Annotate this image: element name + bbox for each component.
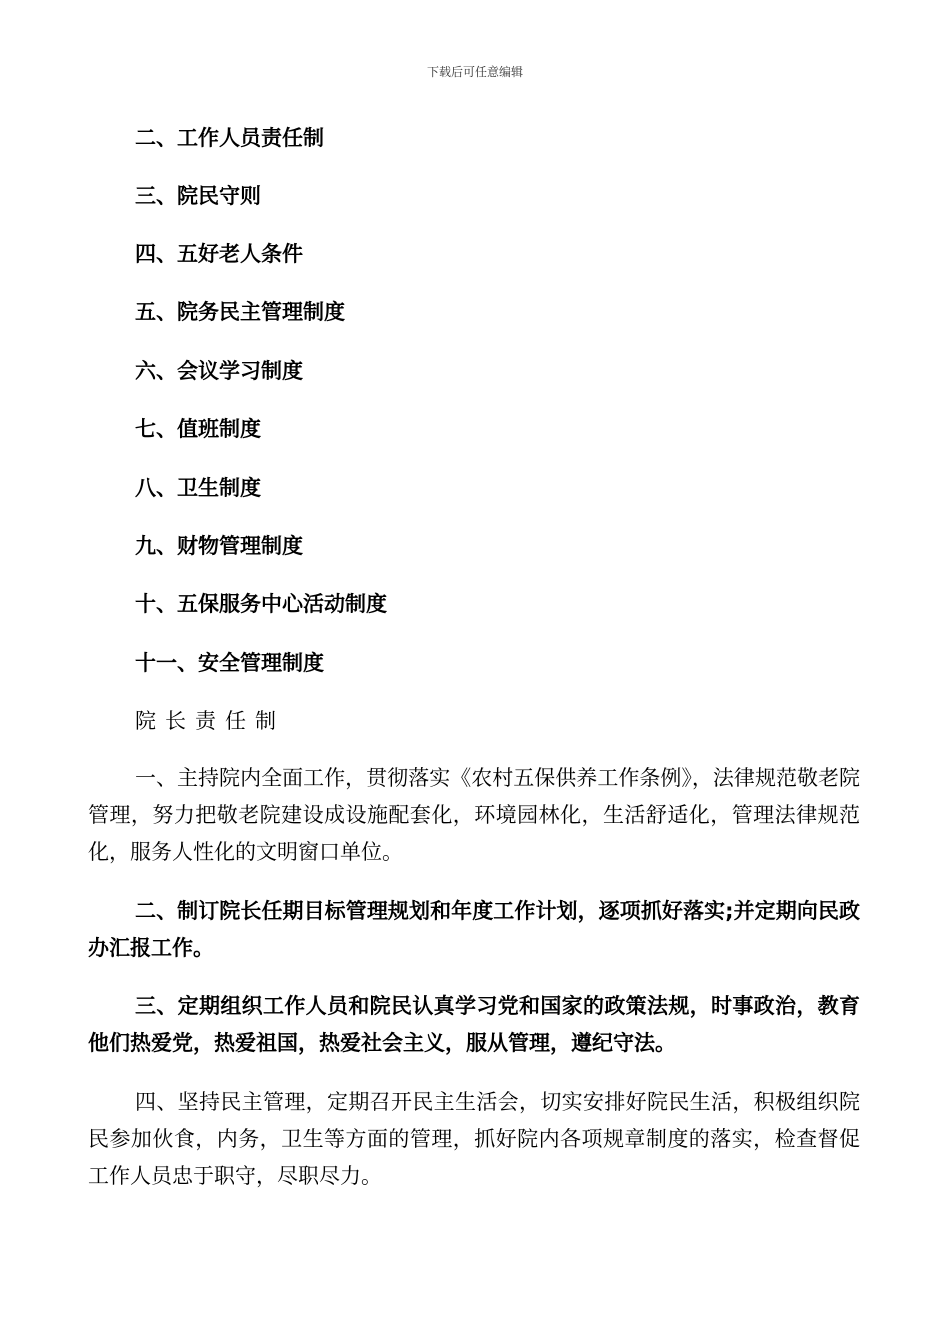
toc-item: 十、五保服务中心活动制度 <box>135 592 387 616</box>
paragraph: 三、定期组织工作人员和院民认真学习党和国家的政策法规，时事政治，教育他们热爱党，热爱祖国，热爱社会主义，服从管理，遵纪守法。 <box>88 994 860 1055</box>
toc-item: 六、会议学习制度 <box>135 359 303 383</box>
paragraph: 二、制订院长任期目标管理规划和年度工作计划，逐项抓好落实;并定期向民政办汇报工作。 <box>88 899 860 960</box>
toc-item: 三、院民守则 <box>135 184 261 208</box>
toc-item: 七、值班制度 <box>135 417 261 441</box>
toc-item: 八、卫生制度 <box>135 476 261 500</box>
toc-item: 四、五好老人条件 <box>135 242 303 266</box>
paragraph: 四、坚持民主管理，定期召开民主生活会，切实安排好院民生活，积极组织院民参加伙食，内务，卫生等方面的管理，抓好院内各项规章制度的落实，检查督促工作人员忠于职守，尽职尽力。 <box>88 1090 860 1188</box>
paragraph: 一、主持院内全面工作，贯彻落实《农村五保供养工作条例》，法律规范敬老院管理，努力把敬老院建设成设施配套化，环境园林化，生活舒适化，管理法律规范化，服务人性化的文明窗口单位。 <box>88 766 860 864</box>
toc-item: 十一、安全管理制度 <box>135 651 324 675</box>
toc-item: 二、工作人员责任制 <box>135 126 324 150</box>
section-title: 院长责任制 <box>135 709 285 733</box>
page-header: 下载后可任意编辑 <box>426 65 523 79</box>
toc-item: 五、院务民主管理制度 <box>135 300 345 324</box>
toc-item: 九、财物管理制度 <box>135 534 303 558</box>
